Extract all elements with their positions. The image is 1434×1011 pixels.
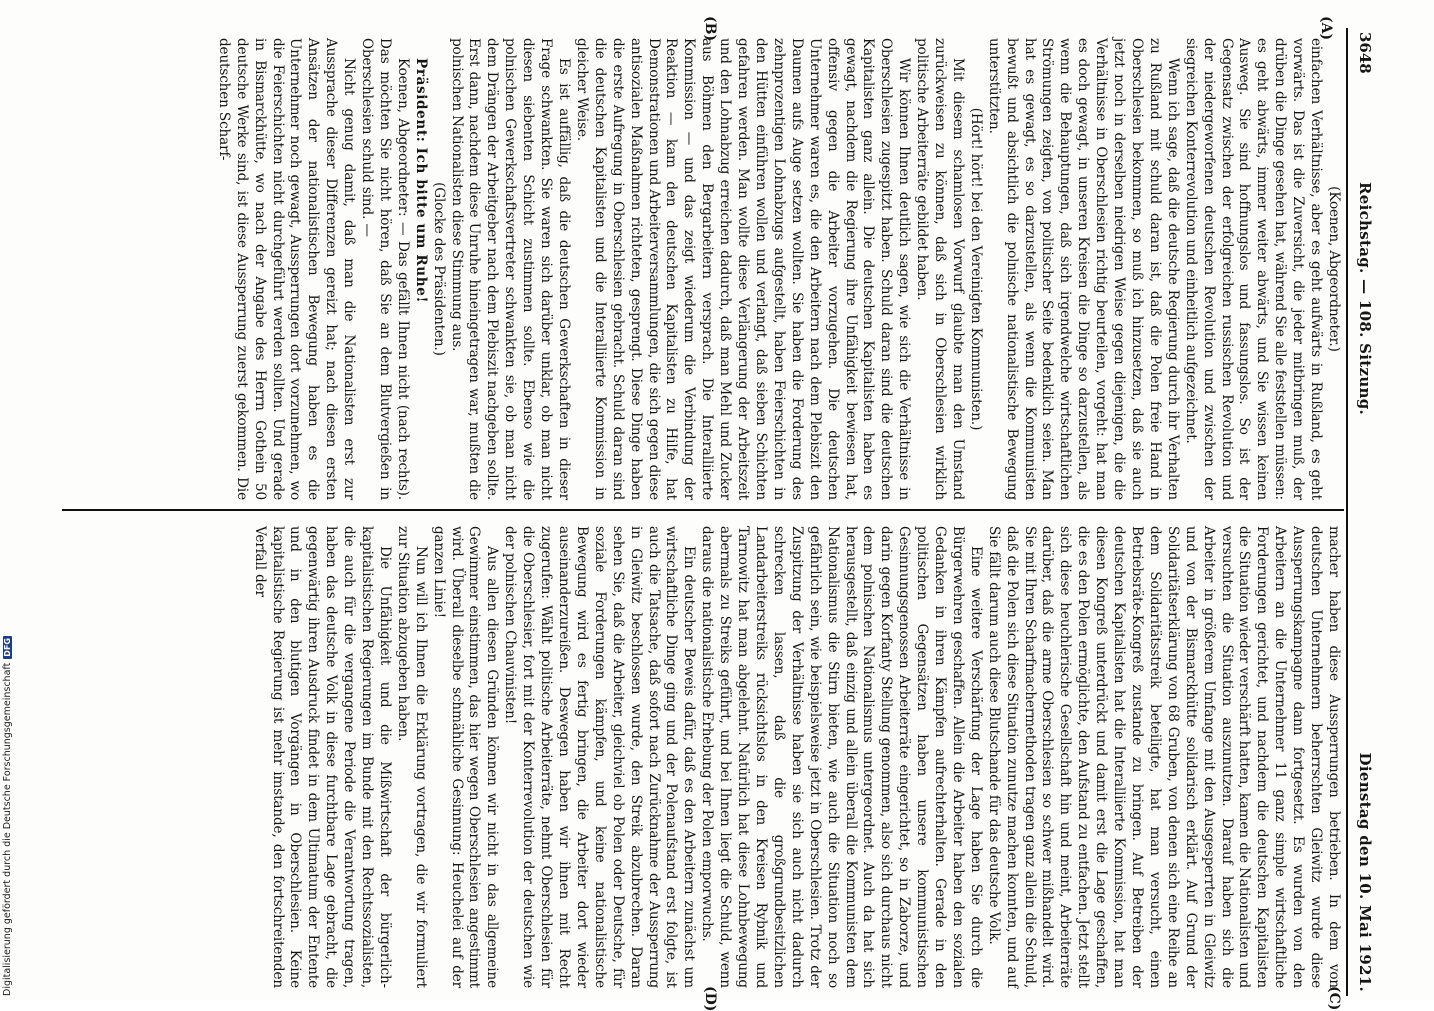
paragraph: Die Unfähigkeit und die Mißwirtschaft der bürgerlich-kapitalistischen Regierungen im Bunde mit den Rechtssozialisten, die auch für die vergangene Periode die Verantwortung tragen, haben das deutsche Volk in diese furchtbare Lage gebracht, die gegenwärtig ihren Ausdruck findet in dem Ultimatum der Entente und in den blutigen Vorgängen in Oberschlesien. Keine kapitalistische Regierung ist mehr imstande, den fortschreitenden Verfall der [251, 526, 393, 988]
session-date: Dienstag den 10. Mai 1921. [1356, 752, 1374, 992]
paragraph: Aus allen diesen Gründen können wir nicht in das allgemeine Gewimmer einstimmen, das hier wegen Oberschlesien angestimmt wird. Überall dieselbe schmähliche Gesinnung: Heuchelei auf der ganzen Linie! [430, 526, 501, 988]
right-column [250, 526, 1342, 988]
rotated-newspaper-page [58, 14, 1378, 1011]
digitization-credit [2, 6, 18, 996]
margin-marker-d: (D) [702, 986, 718, 1011]
paragraph: Es ist auffällig, daß die deutschen Gewerkschaften in dieser Frage schwankten. Sie waren sich darüber unklar, ob man nicht diesen siebenten Schicht zustimmen sollte. Ebenso wie die polnischen Gewerkschaftsvertreter schwankten sie, ob man nicht dem Drängen der Arbeitgeber nach dem Plebiszit nachgeben sollte. Erst dann, nachdem diese Unruhe hineingetragen war, mußten die polnischen Nationalisten diese Stimmung aus. [448, 38, 573, 500]
president-remark: Präsident: Ich bitte um Ruhe! [412, 58, 429, 304]
interjection: (Hört! hört! bei den Vereinigten Kommunisten.) [967, 107, 984, 431]
margin-marker-c: (C) [1326, 986, 1342, 1011]
interjection: (Glocke des Präsidenten.) [430, 182, 447, 356]
paragraph: Nicht genug damit, daß man die Nationalisten erst zur Aussprache dieser Differenzen gereizt hat; nach diesen ersten Ansätzen der nationalistischen Bewegung haben es die Unternehmer noch gewagt, Aussperrungen dort vorzunehmen, wo die Feierschichten nicht durchgeführt werden sollten. Und gerade in Bismarckhütte, wo nach der Angabe des Herrn Gothein 50 deutsche Werke sind, ist diese Aussperrung zuerst gekommen. Die deutschen Scharf- [215, 38, 358, 500]
paragraph: Wir können Ihnen deutlich sagen, wie sich die Verhältnisse in Oberschlesien zugespitzt haben. Schuld daran sind die deutschen Kapitalisten ganz allein. Die deutschen Kapitalisten haben es gewagt, nachdem die Regierung ihre Unfähigkeit bewiesen hat, offensiv gegen die Arbeiter vorzugehen. Die deutschen Unternehmer waren es, die den Arbeitern nach dem Plebiszit den Daumen aufs Auge setzen wollten. Sie haben die Forderung des zehnprozentigen Lohnabzugs aufgestellt, haben Feierschichten in den Hütten einführen wollen und verlangt, daß sieben Schichten gefahren werden. Man wollte diese Verlängerung der Arbeitszeit und den Lohnabzug erreichen dadurch, daß man Mehl und Zucker aus Böhmen den Bergarbeitern versprach. Die Interalliierte Kommission — und das zeigt wiederum die Verbindung der Reaktion — kam den deutschen Kapitalisten zu Hilfe, hat Demonstrationen und Arbeiterversammlungen, die sich gegen diese antisozialen Maßnahmen richteten, gesprengt. Diese Dinge haben die erste Aufregung in Oberschlesien gebracht. Schuld daran sind die deutschen Kapitalisten und die Interalliierte Kommission in gleicher Weise. [573, 38, 913, 500]
speaker-heading: (Koenen, Abgeordneter.) [1326, 186, 1342, 352]
paragraph: Mit diesem schamlosen Vorwurf glaubte man den Umstand zurückweisen zu können, daß sich in Oberschlesien wirklich politische Arbeiterräte gebildet haben. [914, 38, 966, 500]
page-number: 3648 [1356, 32, 1374, 74]
paragraph: Eine weitere Verschärfung der Lage haben Sie durch die Bürgerwehren geschaffen. Allein die Arbeiter haben den sozialen Gedanken in ihren Kämpfen aufrechterhalten. Gerade in den politischen Gegensätzen haben unsere kommunistischen Gesinnungsgenossen Arbeiterräte eingerichtet, so in Zaborze, und darin gegen Korfanty Stellung genommen, also sich durchaus nicht dem polnischen Nationalismus untergeordnet. Auch da hat sich herausgestellt, daß einzig und allein überall die Kommunisten dem Nationalismus die Stirn bieten, wie auch die Situation noch so gefährlich sein, wie beispielsweise jetzt in Oberschlesien. Trotz der Zuspitzung der Verhältnisse haben sie sich auch nicht dadurch schrecken lassen, daß die großgrundbesitzlichen Landarbeiterstreiks rücksichtslos in den Kreisen Rybnik und Tarnowitz hat man abgelehnt. Natürlich hat diese Lohnbewegung abermals zu Streiks geführt, und bei Ihnen liegt die Schuld, wenn daraus die nationalistische Erhebung der Polen emporwuchs. [699, 526, 984, 988]
paragraph: einfachen Verhältnisse, aber es geht aufwärts in Rußland, es geht vorwärts. Das ist die Zuversicht, die jeder mitbringen muß, der drüben die Dinge gesehen hat, während Sie alle feststellen müssen: es geht abwärts, immer weiter abwärts, und Sie wissen keinen Ausweg. Sie sind hoffnungslos und fassungslos. So ist der Gegensatz zwischen der erfolgreichen russischen Revolution und der niedergeworfenen deutschen Revolution und zwischen der siegreichen Konterrevolution und einheitlich aufgezeichnet. [1182, 38, 1325, 500]
paragraph: Koenen, Abgeordneter: — Das gefällt Ihnen nicht (nach rechts). Das möchten Sie nicht hören, daß Sie an dem Blutvergießen in Oberschlesien schuld sind. — [359, 38, 411, 500]
dfg-logo: DFG [3, 638, 12, 657]
left-column [214, 38, 1342, 500]
paragraph: Nun will ich Ihnen die Erklärung vortragen, die wir formuliert zur Situation abzugeben haben. [394, 526, 429, 988]
paragraph: macher haben diese Aussperrungen betrieben. In dem von deutschen Unternehmern beherrschten Gleiwitz wurde diese Aussperrungskampagne dann fortgesetzt. Es wurden von den Arbeitern an die Unternehmer 11 ganz simple wirtschaftliche Forderungen gerichtet, und nachdem die deutschen Kapitalisten die Situation wieder verschärft hatten, kamen die Nationalisten und versuchten die Situation auszunutzen. Darauf haben sich die Arbeiter in größerem Umfange mit den Ausgesperrten in Gleiwitz und von der Bismarckhütte solidarisch erklärt. Auf Grund der Solidaritätserklärung von 68 Gruben, von denen sich eine Reihe an dem Solidaritätsstreik beteiligte, hat man versucht, einen Betriebsräte-Kongreß zustande zu bringen. Auf Betreiben der deutschen Kapitalisten hat die Interalliierte Kommission, hat man diesen Kongreß unterdrückt und damit erst die Lage geschaffen, die es den Polen ermöglichte, den Aufstand zu entfachen. Jetzt stellt sich diese heuchlerische Gesellschaft hin und meint, Arbeiterräte darüber, daß die arme Oberschlesien so schwer mißhandelt wird. Sie mit Ihren Scharfmachermethoden tragen ganz allein die Schuld, daß die Polen sich diese Situation zunutze machen konnten, und auf Sie fällt darum auch diese Blutschande für das deutsche Volk. [985, 526, 1342, 988]
header-rule [1346, 28, 1348, 996]
margin-marker-b: (B) [702, 16, 718, 42]
credit-text: Digitalisierung gefördert durch die Deutsche Forschungsgemeinschaft [2, 662, 13, 996]
paragraph: Ein deutscher Beweis dafür, daß es den Arbeitern zunächst um wirtschaftliche Dinge ging und der Polenaufstand erst folgte, ist auch die Tatsache, daß sofort nach Zurücknahme der Aussperrung in Gleiwitz beschlossen wurde, den Streik abzubrechen. Daran sehen Sie, daß die Arbeiter, gleichviel ob Polen oder Deutsche, für soziale Forderungen kämpfen, und keine nationalistische Bewegung wird es fertig bringen, die Arbeiter dort wieder auseinanderzureißen. Deswegen haben wir ihnen mit Recht zugerufen: Wählt politische Arbeiterräte, nehmt Oberschlesien für die Oberschlesier, fort mit der Konterrevolution der deutschen wie der polnischen Chauvinisten! [502, 526, 698, 988]
column-divider [62, 509, 1344, 511]
page-header [1348, 32, 1378, 992]
margin-marker-a: (A) [1318, 16, 1334, 41]
paragraph: Wenn ich sage, daß die deutsche Regierung durch ihr Verhalten zu Rußland mit schuld daran ist, daß die Polen freie Hand in Oberschlesien bekommen, so muß ich hinzusetzen, daß sie auch jetzt noch in derselben niedrigen Weise gegen diejenigen, die die Verhältnisse in Oberschlesien richtig beurteilen, vorgeht: hat man es doch gewagt, in unseren Kreisen die Dinge so darzustellen, als wenn die Behauptungen, daß sich irgendwelche wirtschaftlichen Strömungen zeigten, von politischer Seite bedenklich seien. Man hat es gewagt, es so darzustellen, als wenn die Kommunisten bewußt und absichtlich die polnische nationalistische Bewegung unterstützten. [985, 38, 1181, 500]
session-title: Reichstag. — 108. Sitzung. [1356, 182, 1374, 416]
